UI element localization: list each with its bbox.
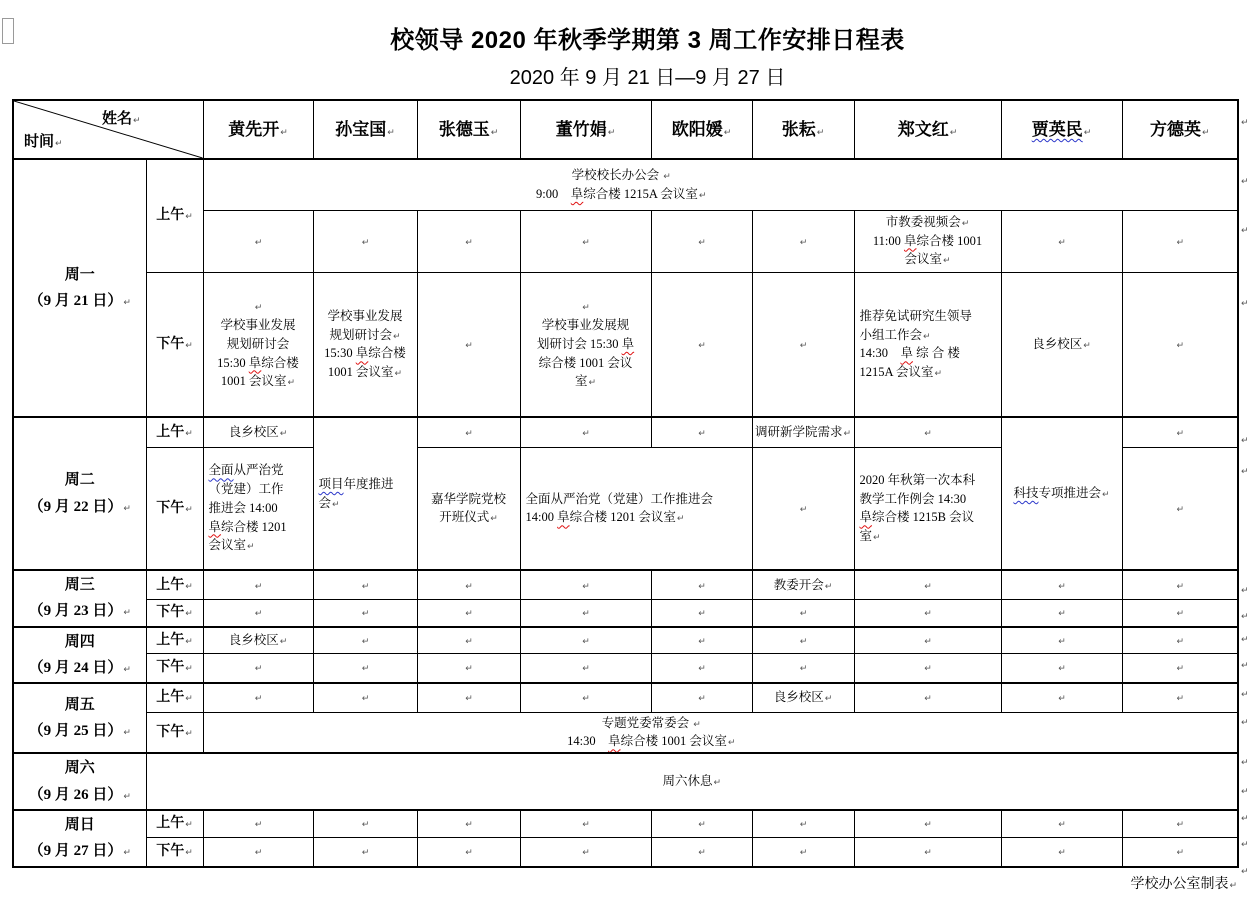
cell-wed-pm-sun: ↵ [313,600,417,627]
mon-am-label: 上午↵ [146,159,203,272]
cell-mon-pm-ouyang: ↵ [651,272,752,417]
cell-tue-am-fang: ↵ [1122,417,1238,447]
cell-thu-pm-jia: ↵ [1001,653,1122,683]
cell-wed-am-zhangyun: 教委开会↵ [752,570,854,600]
header-name-9: 方德英↵ [1122,100,1238,159]
cell-thu-am-ouyang: ↵ [651,627,752,654]
cell-sun-am-dong: ↵ [520,810,651,837]
cell-tue-pm-zhangyun: ↵ [752,447,854,570]
cell-tue-am-zhangyun: 调研新学院需求↵ [752,417,854,447]
row-mon-pm [13,272,1238,417]
row-wed-pm [13,600,1238,627]
corner-time-label: 时间↵ [24,133,63,150]
cell-mon-am2-huang: ↵ [203,210,313,272]
row-fri-am [13,683,1238,712]
cell-tue-pm-dong-ou-merged: 全面从严治党（党建）工作推进会 14:00 阜综合楼 1201 会议室↵ [520,447,752,570]
page-subtitle: 2020 年 9 月 21 日—9 月 27 日 [509,67,786,89]
cell-sat-merged: 周六休息↵ [146,753,1238,810]
cell-mon-pm-zhangyun: ↵ [752,272,854,417]
cell-tue-am-dong: ↵ [520,417,651,447]
cell-thu-am-dong: ↵ [520,627,651,654]
cell-tue-pm-zhangdeyu: 嘉华学院党校 开班仪式↵ [417,447,520,570]
day-cell-sun: 周日 （9 月 27 日）↵ [13,810,146,867]
cell-sun-pm-zheng: ↵ [854,837,1001,866]
table-credit: 学校办公室制表↵ [1130,876,1237,892]
cell-tue-am-zheng: ↵ [854,417,1001,447]
cell-mon-am2-fang: ↵ [1122,210,1238,272]
fri-pm-label: 下午↵ [146,712,203,753]
cell-thu-am-huang: 良乡校区↵ [203,627,313,654]
tue-pm-label: 下午↵ [146,447,203,570]
cell-fri-am-ouyang: ↵ [651,683,752,712]
cell-tue-pm-zheng: 2020 年秋第一次本科 教学工作例会 14:30 阜综合楼 1215B 会议 室↵ [854,447,1001,570]
cell-fri-am-fang: ↵ [1122,683,1238,712]
cell-sun-pm-jia: ↵ [1001,837,1122,866]
cell-wed-pm-zhangdeyu: ↵ [417,600,520,627]
row-sun-am [13,810,1238,837]
row-thu-am [13,627,1238,654]
header-name-3: 张德玉↵ [417,100,520,159]
cell-thu-pm-ouyang: ↵ [651,653,752,683]
sun-am-label: 上午↵ [146,810,203,837]
cell-wed-am-ouyang: ↵ [651,570,752,600]
day-cell-mon: 周一 （9 月 21 日）↵ [13,159,146,417]
cell-thu-pm-zhangyun: ↵ [752,653,854,683]
cell-wed-pm-zheng: ↵ [854,600,1001,627]
day-cell-wed: 周三 （9 月 23 日）↵ [13,570,146,627]
cell-mon-am2-zhangdeyu: ↵ [417,210,520,272]
cell-mon-am2-dong: ↵ [520,210,651,272]
cell-sun-am-fang: ↵ [1122,810,1238,837]
cell-mon-pm-huang: ↵ 学校事业发展 规划研讨会 15:30 阜综合楼 1001 会议室↵ [203,272,313,417]
cell-mon-am2-zhangyun: ↵ [752,210,854,272]
cell-wed-am-zheng: ↵ [854,570,1001,600]
cell-thu-pm-sun: ↵ [313,653,417,683]
row-fri-pm [13,712,1238,753]
cell-wed-pm-zhangyun: ↵ [752,600,854,627]
cell-mon-pm-jia: 良乡校区↵ [1001,272,1122,417]
schedule-table [12,99,1239,868]
page-title: 校领导 2020 年秋季学期第 3 周工作安排日程表 [390,27,905,54]
cell-mon-am2-zheng: 市教委视频会↵ 11:00 阜综合楼 1001 会议室↵ [854,210,1001,272]
header-row [13,100,1238,159]
cell-sun-am-sun: ↵ [313,810,417,837]
day-cell-thu: 周四 （9 月 24 日）↵ [13,627,146,684]
cell-tue-pm-fang: ↵ [1122,447,1238,570]
cell-wed-pm-huang: ↵ [203,600,313,627]
cell-sun-am-jia: ↵ [1001,810,1122,837]
cell-mon-pm-dong: ↵ 学校事业发展规 划研讨会 15:30 阜 综合楼 1001 会议 室↵ [520,272,651,417]
cell-mon-pm-sun: 学校事业发展 规划研讨会↵ 15:30 阜综合楼 1001 会议室↵ [313,272,417,417]
cell-sun-am-huang: ↵ [203,810,313,837]
cell-mon-pm-zheng: 推荐免试研究生领导 小组工作会↵ 14:30 阜 综 合 楼 1215A 会议室↵ [854,272,1001,417]
cell-sun-am-ouyang: ↵ [651,810,752,837]
cell-sun-am-zhangyun: ↵ [752,810,854,837]
row-sun-pm [13,837,1238,866]
wed-am-label: 上午↵ [146,570,203,600]
page-corner-artifact [2,18,14,44]
cell-thu-pm-zhangdeyu: ↵ [417,653,520,683]
day-cell-sat: 周六 （9 月 26 日）↵ [13,753,146,810]
row-wed-am [13,570,1238,600]
cell-tue-jia-merged: 科技专项推进会↵ [1001,417,1122,570]
cell-mon-am2-ouyang: ↵ [651,210,752,272]
cell-fri-am-zhangyun: 良乡校区↵ [752,683,854,712]
cell-wed-pm-ouyang: ↵ [651,600,752,627]
cell-sun-am-zheng: ↵ [854,810,1001,837]
cell-fri-am-zhangdeyu: ↵ [417,683,520,712]
corner-name-label: 姓名↵ [102,111,141,127]
cell-thu-am-zhangyun: ↵ [752,627,854,654]
cell-mon-am2-sun: ↵ [313,210,417,272]
cell-fri-pm-merged: 专题党委常委会 ↵ 14:30 阜综合楼 1001 会议室↵ [203,712,1238,753]
cell-wed-pm-fang: ↵ [1122,600,1238,627]
cell-sun-pm-ouyang: ↵ [651,837,752,866]
mon-pm-label: 下午↵ [146,272,203,417]
tue-am-label: 上午↵ [146,417,203,447]
cell-sun-pm-sun: ↵ [313,837,417,866]
cell-fri-am-huang: ↵ [203,683,313,712]
header-name-4: 董竹娟↵ [520,100,651,159]
cell-thu-am-sun: ↵ [313,627,417,654]
header-name-5: 欧阳媛↵ [651,100,752,159]
cell-wed-am-dong: ↵ [520,570,651,600]
cell-tue-am-ouyang: ↵ [651,417,752,447]
cell-thu-am-zhangdeyu: ↵ [417,627,520,654]
row-mon-principal-meeting [13,159,1238,210]
row-thu-pm [13,653,1238,683]
cell-sun-pm-huang: ↵ [203,837,313,866]
cell-wed-am-sun: ↵ [313,570,417,600]
cell-thu-am-zheng: ↵ [854,627,1001,654]
cell-fri-am-sun: ↵ [313,683,417,712]
cell-sun-pm-dong: ↵ [520,837,651,866]
wed-pm-label: 下午↵ [146,600,203,627]
row-sat [13,753,1238,810]
thu-am-label: 上午↵ [146,627,203,654]
header-name-6: 张耘↵ [752,100,854,159]
cell-mon-pm-fang: ↵ [1122,272,1238,417]
cell-fri-am-jia: ↵ [1001,683,1122,712]
cell-tue-sun-merged: 项目年度推进 会↵ [313,417,417,570]
sun-pm-label: 下午↵ [146,837,203,866]
cell-wed-am-jia: ↵ [1001,570,1122,600]
cell-thu-pm-zheng: ↵ [854,653,1001,683]
cell-thu-pm-fang: ↵ [1122,653,1238,683]
cell-wed-am-huang: ↵ [203,570,313,600]
cell-wed-pm-dong: ↵ [520,600,651,627]
cell-fri-am-dong: ↵ [520,683,651,712]
cell-mon-am2-jia: ↵ [1001,210,1122,272]
cell-tue-am-zhangdeyu: ↵ [417,417,520,447]
header-name-8: 贾英民↵ [1001,100,1122,159]
header-name-2: 孙宝国↵ [313,100,417,159]
cell-mon-am-merged: 学校校长办公会 ↵ 9:00 阜综合楼 1215A 会议室↵ [203,159,1238,210]
cell-sun-pm-zhangyun: ↵ [752,837,854,866]
fri-am-label: 上午↵ [146,683,203,712]
header-name-7: 郑文红↵ [854,100,1001,159]
cell-mon-pm-zhangdeyu: ↵ [417,272,520,417]
word-document-page: 校领导 2020 年秋季学期第 3 周工作安排日程表 2020 年 9 月 21 日—9 月 27 日 姓名↵ 时间↵ 黄先开↵ 孙宝国↵ 张德玉↵ 董竹娟↵ 欧阳媛↵ 张耘↵ 郑文红↵ 贾英民↵ 方德英↵ 周一 （9 月 21 日）↵ 上午↵ 学校校长办公会 ↵ 9:00 阜综合楼 1215A 会议室↵ ↵ ↵ ↵ ↵ ↵ ↵ 市教委视频会↵ 11:00 阜综合楼 1001 会议室↵ ↵ ↵ 下午↵ ↵ 学校事业发展 规划研讨会 15:30 阜综合楼 1001 会议室↵ 学校事业发展 规划研讨会↵ 15:30 阜综合楼 1001 会议室↵ ↵ ↵ 学校事业发展规 划研讨会 15:30 阜 综合楼 1001 会议 室↵ ↵ ↵ 推荐免试研究生领导 小组工作会↵ 14:30 阜 综 合 楼 1215A 会议室↵ 良乡校区↵ ↵ 周二 （9 月 22 日）↵ 上午↵ 良乡校区↵ 项目年度推进 会↵ ↵ ↵ ↵ 调研新学院需求↵ ↵ 科技专项推进会↵ ↵ 下午↵ 全面从严治党 （党建）工作 推进会 14:00 阜综合楼 1201 会议室↵ 嘉华学院党校 开班仪式↵ 全面从严治党（党建）工作推进会 14:00 阜综合楼 1201 会议室↵ ↵ 2020 年秋第一次本科 教学工作例会 14:30 阜综合楼 1215B 会议 室↵ ↵ 周三 （9 月 23 日）↵ 上午↵ ↵ ↵ ↵ ↵ ↵ 教委开会↵ ↵ ↵ ↵ 下午↵ ↵ ↵ ↵ ↵ ↵ ↵ ↵ ↵ ↵ 周四 （9 月 24 日）↵ 上午↵ 良乡校区↵ ↵ ↵ ↵ ↵ ↵ ↵ ↵ ↵ 下午↵ ↵ ↵ ↵ ↵ ↵ ↵ ↵ ↵ ↵ 周五 （9 月 25 日）↵ 上午↵ ↵ ↵ ↵ ↵ ↵ 良乡校区↵ ↵ ↵ ↵ 下午↵ 专题党委常委会 ↵ 14:30 阜综合楼 1001 会议室↵ 周六 （9 月 26 日）↵ 周六休息↵ 周日 （9 月 27 日）↵ 上午↵ ↵ ↵ ↵ ↵ ↵ ↵ ↵ ↵ ↵ 下午↵ ↵ ↵ ↵ ↵ ↵ ↵ ↵ ↵ ↵ 学校办公室制表↵ ↵ ↵ ↵ ↵ ↵ ↵ ↵ ↵ ↵ ↵ ↵ ↵ ↵ ↵ ↵ ↵ ↵ [0,20,1255,904]
cell-wed-am-zhangdeyu: ↵ [417,570,520,600]
cell-sun-am-zhangdeyu: ↵ [417,810,520,837]
day-cell-fri: 周五 （9 月 25 日）↵ [13,683,146,753]
cell-fri-am-zheng: ↵ [854,683,1001,712]
cell-tue-pm-huang: 全面从严治党 （党建）工作 推进会 14:00 阜综合楼 1201 会议室↵ [203,447,313,570]
day-cell-tue: 周二 （9 月 22 日）↵ [13,417,146,570]
cell-thu-am-jia: ↵ [1001,627,1122,654]
cell-sun-pm-fang: ↵ [1122,837,1238,866]
cell-wed-pm-jia: ↵ [1001,600,1122,627]
cell-wed-am-fang: ↵ [1122,570,1238,600]
row-tue-am [13,417,1238,447]
cell-tue-am-huang: 良乡校区↵ [203,417,313,447]
header-name-1: 黄先开↵ [203,100,313,159]
cell-thu-am-fang: ↵ [1122,627,1238,654]
cell-sun-pm-zhangdeyu: ↵ [417,837,520,866]
thu-pm-label: 下午↵ [146,653,203,683]
cell-thu-pm-dong: ↵ [520,653,651,683]
corner-cell [13,100,203,159]
cell-thu-pm-huang: ↵ [203,653,313,683]
